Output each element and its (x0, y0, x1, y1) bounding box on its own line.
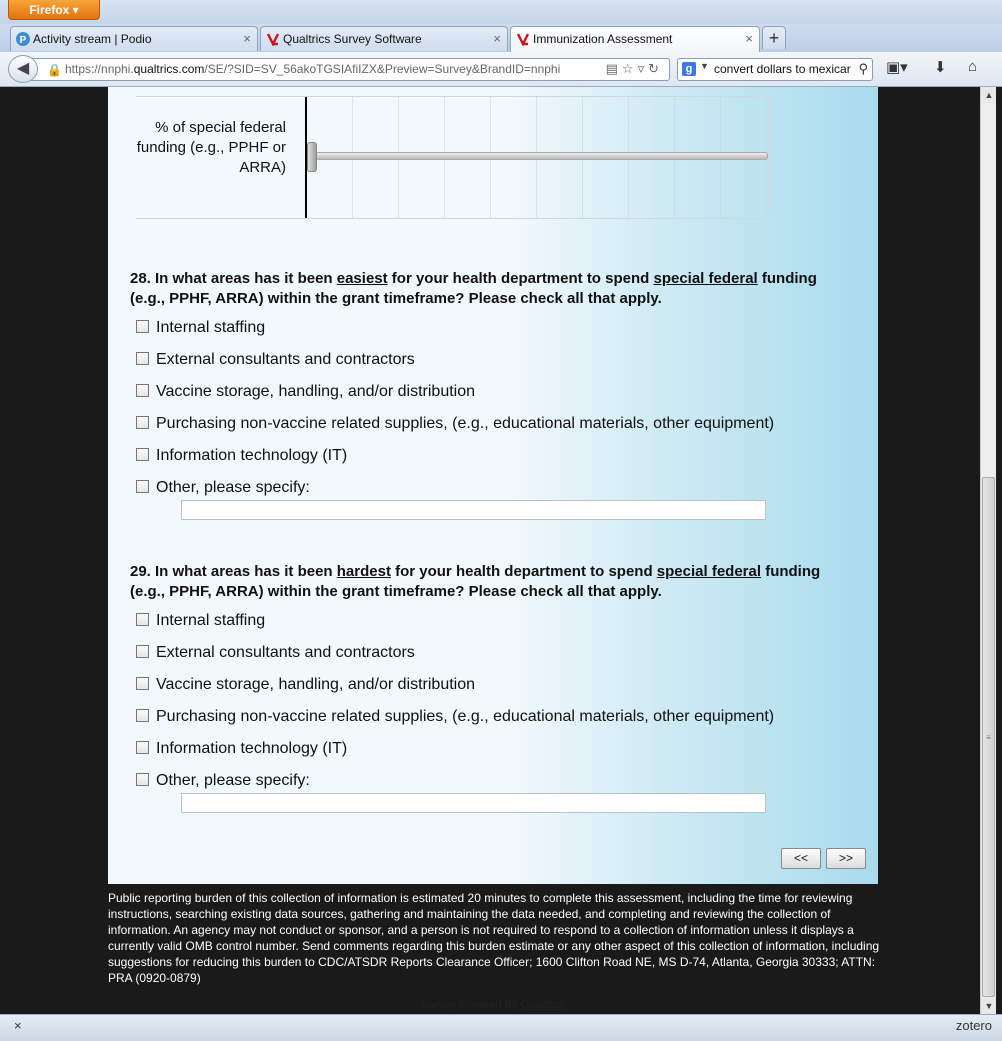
firefox-menu-label: Firefox (29, 3, 70, 17)
close-tab-icon[interactable]: × (493, 31, 501, 46)
search-engine-dropdown-icon[interactable]: ▼ (700, 61, 709, 71)
addon-bar (0, 1014, 1002, 1041)
url-bar-icons (606, 61, 663, 77)
checkbox[interactable] (136, 352, 149, 365)
google-icon[interactable]: g (682, 62, 696, 76)
funding-slider-handle[interactable] (307, 142, 317, 172)
svg-text:P: P (19, 35, 27, 46)
tab-podio[interactable] (10, 26, 258, 51)
checkbox[interactable] (136, 416, 149, 429)
checkbox[interactable] (136, 384, 149, 397)
new-tab-button[interactable]: + (762, 26, 786, 49)
scroll-down-arrow-icon[interactable]: ▼ (981, 998, 997, 1014)
url-text: https://nnphi.qualtrics.com/SE/?SID=SV_56akoTGSIAfiIZX&Preview=Survey&BrandID=nnphi (65, 62, 561, 76)
podio-icon (16, 32, 30, 46)
back-arrow-icon: ◀ (16, 60, 30, 77)
back-page-button[interactable]: << (781, 848, 821, 869)
question-28: 28. In what areas has it been easiest for your health department to spend special federal funding (e.g., PPHF, ARRA) within the grant timeframe? Please check all that apply. Internal staffing External consultants and contractors Vaccine storage, handling, and/or distribution Purchasing non-vaccine related supplies, (e.g., educational materials, other equipment) Information technology (IT) Other, please specify: (130, 269, 850, 309)
lock-icon: 🔒 (47, 63, 62, 77)
tab-bar (0, 24, 1002, 53)
tab-label: Activity stream | Podio (33, 32, 152, 46)
checkbox[interactable] (136, 709, 149, 722)
search-bar[interactable] (677, 58, 873, 81)
checkbox[interactable] (136, 480, 149, 493)
checkbox[interactable] (136, 613, 149, 626)
tab-label: Immunization Assessment (533, 32, 673, 46)
close-addon-bar-icon[interactable]: × (14, 1018, 22, 1033)
window-edge (996, 87, 1002, 1014)
q29-other-text-input[interactable] (181, 793, 766, 813)
question-29-text: 29. In what areas has it been hardest for your health department to spend special federal funding (e.g., PPHF, ARRA) within the grant timeframe? Please check all that apply. (130, 563, 821, 600)
search-go-icon[interactable]: ⚲ (858, 61, 868, 76)
title-bar (0, 0, 1002, 24)
page-viewport (6, 87, 980, 1014)
firefox-menu-button[interactable]: Firefox ▾ (8, 0, 100, 20)
powered-by: Survey Powered By Qualtrics (421, 999, 565, 1011)
funding-slider-track[interactable] (312, 152, 768, 160)
scroll-thumb[interactable]: ≡ (982, 477, 995, 997)
checkbox[interactable] (136, 741, 149, 754)
qualtrics-link[interactable]: Qualtrics (520, 999, 565, 1011)
tab-immunization-assessment[interactable] (510, 26, 760, 53)
zotero-button[interactable]: zotero (955, 1018, 992, 1033)
checkbox[interactable] (136, 677, 149, 690)
slider-matrix (136, 96, 768, 219)
downloads-icon[interactable]: ⬇ (934, 59, 947, 76)
url-bar[interactable] (30, 58, 670, 81)
burden-disclaimer: Public reporting burden of this collection of information is estimated 20 minutes to complete this assessment, including the time for reviewing instructions, searching existing data sources, gathering and maintaining the data needed, and completing and reviewing the collection of information. An agency may not conduct or sponsor, and a person is not required to respond to a collection of information unless it displays a currently valid OMB control number. Send comments regarding this burden estimate or any other aspect of this collection of information, including suggestions for reducing this burden to CDC/ATSDR Reports Clearance Officer; 1600 Clifton Road NE, MS D-74, Atlanta, Georgia 30333; ATTN: PRA (0920-0879) (108, 891, 880, 985)
close-tab-icon[interactable]: × (745, 31, 753, 46)
back-button[interactable] (8, 55, 38, 83)
bookmark-star-icon[interactable]: ☆ (621, 61, 638, 76)
checkbox[interactable] (136, 320, 149, 333)
reload-icon[interactable]: ↻ (648, 61, 663, 76)
q28-other-text-input[interactable] (181, 500, 766, 520)
next-page-button[interactable]: >> (826, 848, 866, 869)
checkbox[interactable] (136, 773, 149, 786)
qualtrics-icon (266, 32, 280, 46)
dropdown-icon[interactable]: ▿ (637, 61, 649, 76)
qualtrics-icon (516, 32, 530, 46)
search-input[interactable]: convert dollars to mexicar (714, 62, 851, 76)
page-icon[interactable]: ▤ (605, 61, 622, 76)
checkbox[interactable] (136, 645, 149, 658)
scroll-up-arrow-icon[interactable]: ▲ (981, 87, 997, 103)
navigation-bar (0, 52, 1002, 87)
survey-panel (108, 87, 878, 884)
vertical-scrollbar[interactable] (980, 87, 997, 1014)
tab-label: Qualtrics Survey Software (283, 32, 422, 46)
question-28-text: 28. In what areas has it been easiest for your health department to spend special federal funding (e.g., PPHF, ARRA) within the grant timeframe? Please check all that apply. (130, 270, 817, 307)
home-icon[interactable]: ⌂ (968, 58, 978, 75)
checkbox[interactable] (136, 448, 149, 461)
bookmarks-menu-icon[interactable]: ▣▾ (886, 59, 908, 76)
matrix-row-label: % of special federal funding (e.g., PPHF or ARRA) (136, 119, 286, 176)
tab-qualtrics[interactable] (260, 26, 508, 51)
question-29: 29. In what areas has it been hardest for your health department to spend special federal funding (e.g., PPHF, ARRA) within the grant timeframe? Please check all that apply. Internal staffing External consultants and contractors Vaccine storage, handling, and/or distribution Purchasing non-vaccine related supplies, (e.g., educational materials, other equipment) Information technology (IT) Other, please specify: (130, 562, 850, 602)
close-tab-icon[interactable]: × (243, 31, 251, 46)
